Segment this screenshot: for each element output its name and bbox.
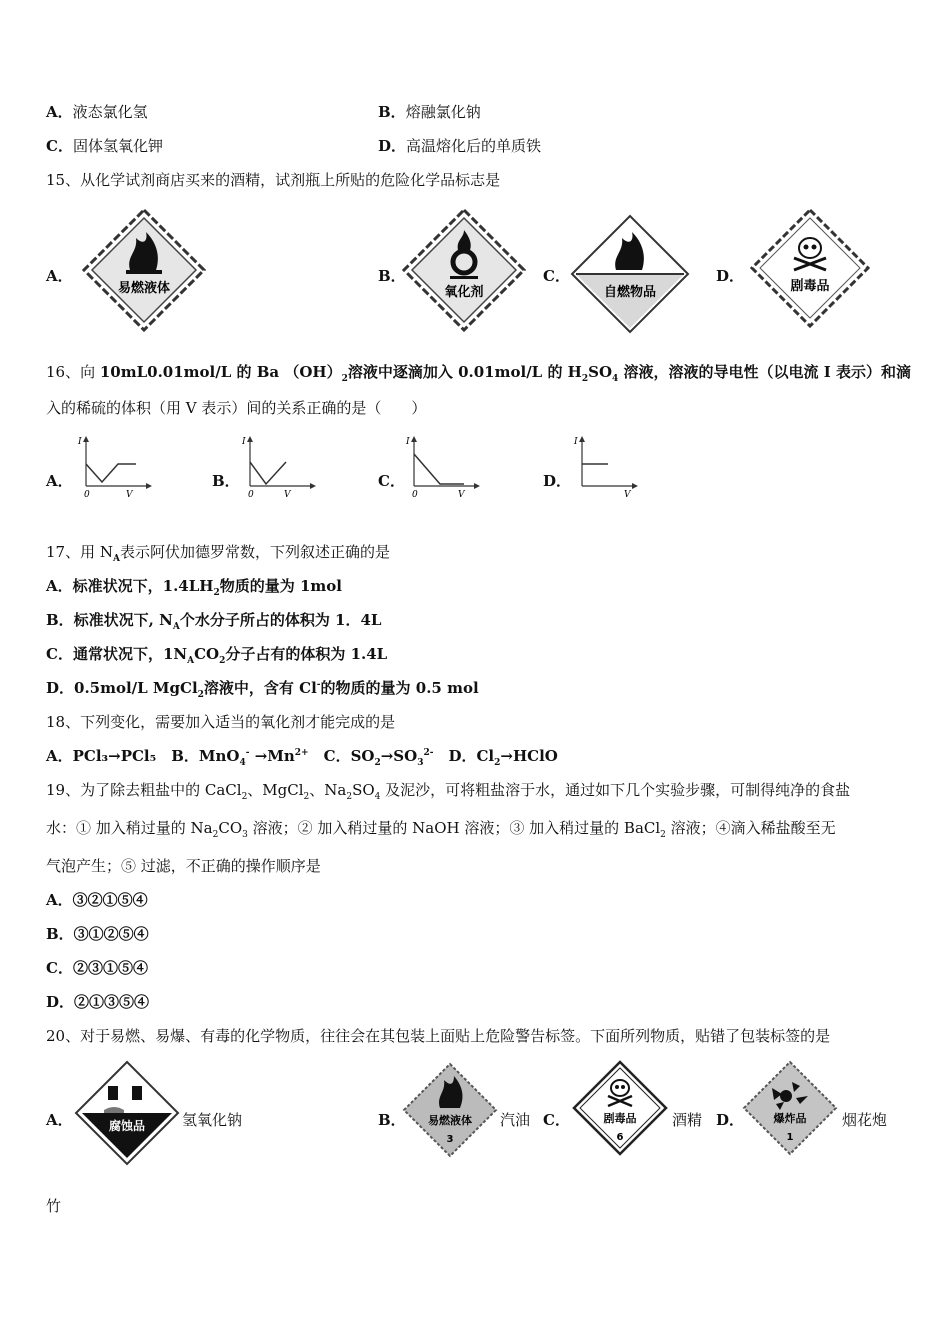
q17-option-b: B．标准状况下, $N_A$个水分子所占的体积为 1．4L (46, 611, 382, 632)
q19-stem-line3: 气泡产生；⑤ 过滤，不正确的操作顺序是 (46, 857, 321, 875)
q15-stem: 15、从化学试剂商店买来的酒精，试剂瓶上所贴的危险化学品标志是 (46, 171, 501, 189)
svg-text:V: V (624, 490, 631, 500)
q16-letter-a: A． (46, 472, 73, 490)
sign-label: 爆炸品 (773, 1112, 807, 1125)
q20-sign-flammable-liquid (402, 1062, 498, 1158)
q20-tail: 竹 (46, 1197, 62, 1215)
q20-letter-d: D． (716, 1111, 745, 1129)
q18-stem: 18、下列变化，需要加入适当的氧化剂才能完成的是 (46, 713, 396, 731)
q15-sign-flammable-liquid (82, 208, 206, 332)
q16-stem-line2: 入的稀硫的体积（用 V 表示）间的关系正确的是（ ） (46, 399, 427, 417)
sign-number: 3 (446, 1134, 454, 1145)
svg-text:V: V (458, 490, 465, 500)
sign-label: 剧毒品 (790, 279, 830, 294)
q15-letter-c: C． (543, 267, 570, 285)
svg-text:0: 0 (248, 490, 254, 500)
svg-text:0: 0 (84, 490, 90, 500)
q15-sign-toxic (750, 208, 870, 328)
q15-letter-a: A． (46, 267, 73, 285)
q17-option-a: A．标准状况下，$1.4LH_2$物质的量为 1mol (46, 577, 342, 598)
svg-text:V: V (284, 490, 291, 500)
q20-substance-d: 烟花炮 (842, 1111, 888, 1129)
q20-sign-toxic (572, 1060, 668, 1156)
skull-icon (611, 1080, 629, 1096)
sign-number: 6 (616, 1132, 624, 1143)
q20-substance-a: 氢氧化钠 (182, 1111, 243, 1129)
q14-option-b: B．熔融氯化钠 (378, 103, 481, 121)
q15-letter-b: B． (378, 267, 406, 285)
svg-text:I: I (574, 437, 578, 447)
q16-letter-b: B． (212, 472, 240, 490)
q16-letter-c: C． (378, 472, 405, 490)
svg-text:V: V (126, 490, 133, 500)
q19-option-c: C．②③①⑤④ (46, 959, 148, 977)
q17-stem: 17、用 $N_A$表示阿伏加德罗常数，下列叙述正确的是 (46, 543, 390, 564)
q17-option-c: C．通常状况下，$1N_ACO_2$分子占有的体积为 1.4L (46, 645, 388, 666)
q14-option-a: A．液态氯化氢 (46, 103, 148, 121)
q16-graph-b (240, 434, 316, 500)
q20-substance-c: 酒精 (672, 1111, 703, 1129)
q15-sign-spontaneous-combustion (570, 214, 690, 334)
q16-graph-c (404, 434, 480, 500)
q14-option-d: D．高温熔化后的单质铁 (378, 137, 542, 155)
sign-label: 剧毒品 (603, 1112, 637, 1125)
q16-graph-d (572, 434, 648, 500)
graph-line (250, 462, 286, 484)
q18-options: A．PCl₃→PCl₅ B．$MnO_4^- \to Mn^{2+}$ C．$SO_2\to SO_3^{2-}$ D．$Cl_2\to HClO$ (46, 747, 558, 768)
q15-letter-d: D． (716, 267, 745, 285)
graph-line (86, 464, 136, 482)
svg-text:I: I (406, 437, 410, 447)
q19-option-b: B．③①②⑤④ (46, 925, 149, 943)
sign-label: 易燃液体 (428, 1114, 472, 1127)
graph-line (414, 454, 464, 484)
q20-substance-b: 汽油 (500, 1111, 531, 1129)
q19-stem-line1: 19、为了除去粗盐中的 CaCl$_2$、MgCl$_2$、$Na_2SO_4$ 及泥沙，可将粗盐溶于水，通过如下几个实验步骤，可制得纯净的食盐 (46, 781, 851, 802)
q16-letter-d: D． (543, 472, 572, 490)
sign-label: 腐蚀品 (108, 1119, 146, 1133)
q20-letter-b: B． (378, 1111, 406, 1129)
corrosive-icon (108, 1086, 118, 1100)
q16-graph-a (76, 434, 152, 500)
q15-sign-oxidizer (402, 208, 526, 332)
sign-label: 自燃物品 (603, 285, 657, 300)
svg-text:0: 0 (412, 490, 418, 500)
q19-option-d: D．②①③⑤④ (46, 993, 150, 1011)
sign-label: 易燃液体 (117, 281, 171, 296)
q16-stem-line1: 16、向 10mL0.01mol/L 的 Ba $(OH)_2$溶液中逐滴加入 0.01mol/L 的 $H_2SO_4$ 溶液，溶液的导电性（以电流 I 表示）和滴 (46, 363, 911, 384)
q20-stem: 20、对于易燃、易爆、有毒的化学物质，往往会在其包装上面贴上危险警告标签。下面所列物质，贴错了包装标签的是 (46, 1027, 831, 1045)
q19-stem-line2: 水：① 加入稍过量的 $Na_2CO_3$ 溶液；② 加入稍过量的 NaOH 溶液；③ 加入稍过量的 BaCl$_2$ 溶液；④滴入稀盐酸至无 (46, 819, 836, 840)
q14-option-c: C．固体氢氧化钾 (46, 137, 163, 155)
q17-option-d: D．0.5mol/L MgCl$_2$溶液中，含有 Cl-的物质的量为 0.5 mol (46, 679, 479, 700)
q19-option-a: A．③②①⑤④ (46, 891, 148, 909)
skull-icon (799, 238, 821, 258)
sign-label: 氧化剂 (444, 285, 484, 300)
svg-text:I: I (78, 437, 82, 447)
sign-number: 1 (786, 1132, 794, 1143)
q20-sign-corrosive (74, 1060, 180, 1166)
svg-text:I: I (242, 437, 246, 447)
q20-sign-explosive (742, 1060, 838, 1156)
q20-letter-c: C． (543, 1111, 570, 1129)
q20-letter-a: A． (46, 1111, 73, 1129)
